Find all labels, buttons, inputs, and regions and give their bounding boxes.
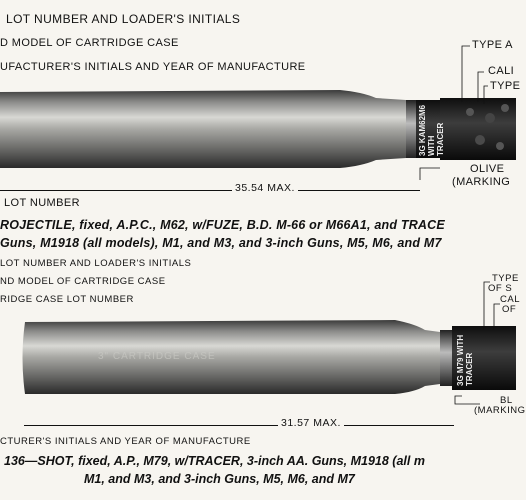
upper-label-type: TYPE A <box>472 39 513 51</box>
upper-label-type2: TYPE <box>490 80 521 92</box>
upper-dimension: 35.54 MAX. <box>232 182 298 194</box>
upper-label-manufacturer: UFACTURER'S INITIALS AND YEAR OF MANUFACTURE <box>0 61 306 73</box>
lower-caption-line2: M1, and M3, and 3-inch Guns, M5, M6, and M7 <box>84 472 355 486</box>
upper-dimension-line <box>0 190 420 191</box>
lower-label-type: TYPE <box>492 273 519 284</box>
lower-label-marking: (MARKING <box>474 405 526 416</box>
upper-label-model-case: D MODEL OF CARTRIDGE CASE <box>0 37 179 49</box>
lower-shell-image <box>23 320 517 394</box>
lower-label-lot-loader: LOT NUMBER AND LOADER'S INITIALS <box>0 258 192 269</box>
lower-shell-markings: 3G M79 WITH TRACER <box>456 334 474 386</box>
lower-label-of-s: OF S <box>488 283 513 294</box>
upper-label-caliber: CALI <box>488 65 515 77</box>
lower-label-bl: BL <box>500 395 513 406</box>
lower-label-case-lot: RIDGE CASE LOT NUMBER <box>0 294 134 305</box>
upper-label-marking: (MARKING <box>452 176 511 188</box>
lower-label-of: OF <box>502 304 517 315</box>
upper-caption-line1: ROJECTILE, fixed, A.P.C., M62, w/FUZE, B.D. M-66 or M66A1, and TRACE <box>0 218 445 232</box>
lower-label-cal: CAL <box>500 294 520 305</box>
lower-label-model-case: ND MODEL OF CARTRIDGE CASE <box>0 276 166 287</box>
upper-label-lot-loader: LOT NUMBER AND LOADER'S INITIALS <box>6 12 241 26</box>
upper-label-olive: OLIVE <box>470 163 505 175</box>
upper-shell-markings: 3G KAM62M6 WITH TRACER <box>418 104 445 156</box>
lower-case-stamp: 3" CARTRIDGE CASE <box>98 351 216 362</box>
lower-label-manufacturer: CTURER'S INITIALS AND YEAR OF MANUFACTURE <box>0 436 251 447</box>
lower-dimension-line <box>24 425 454 426</box>
upper-caption-line2: Guns, M1918 (all models), M1, and M3, and 3-inch Guns, M5, M6, and M7 <box>0 236 442 250</box>
lower-dimension: 31.57 MAX. <box>278 417 344 429</box>
lower-caption-line1: 136—SHOT, fixed, A.P., M79, w/TRACER, 3-inch AA. Guns, M1918 (all m <box>4 454 425 468</box>
upper-label-lot-number: LOT NUMBER <box>4 197 80 209</box>
